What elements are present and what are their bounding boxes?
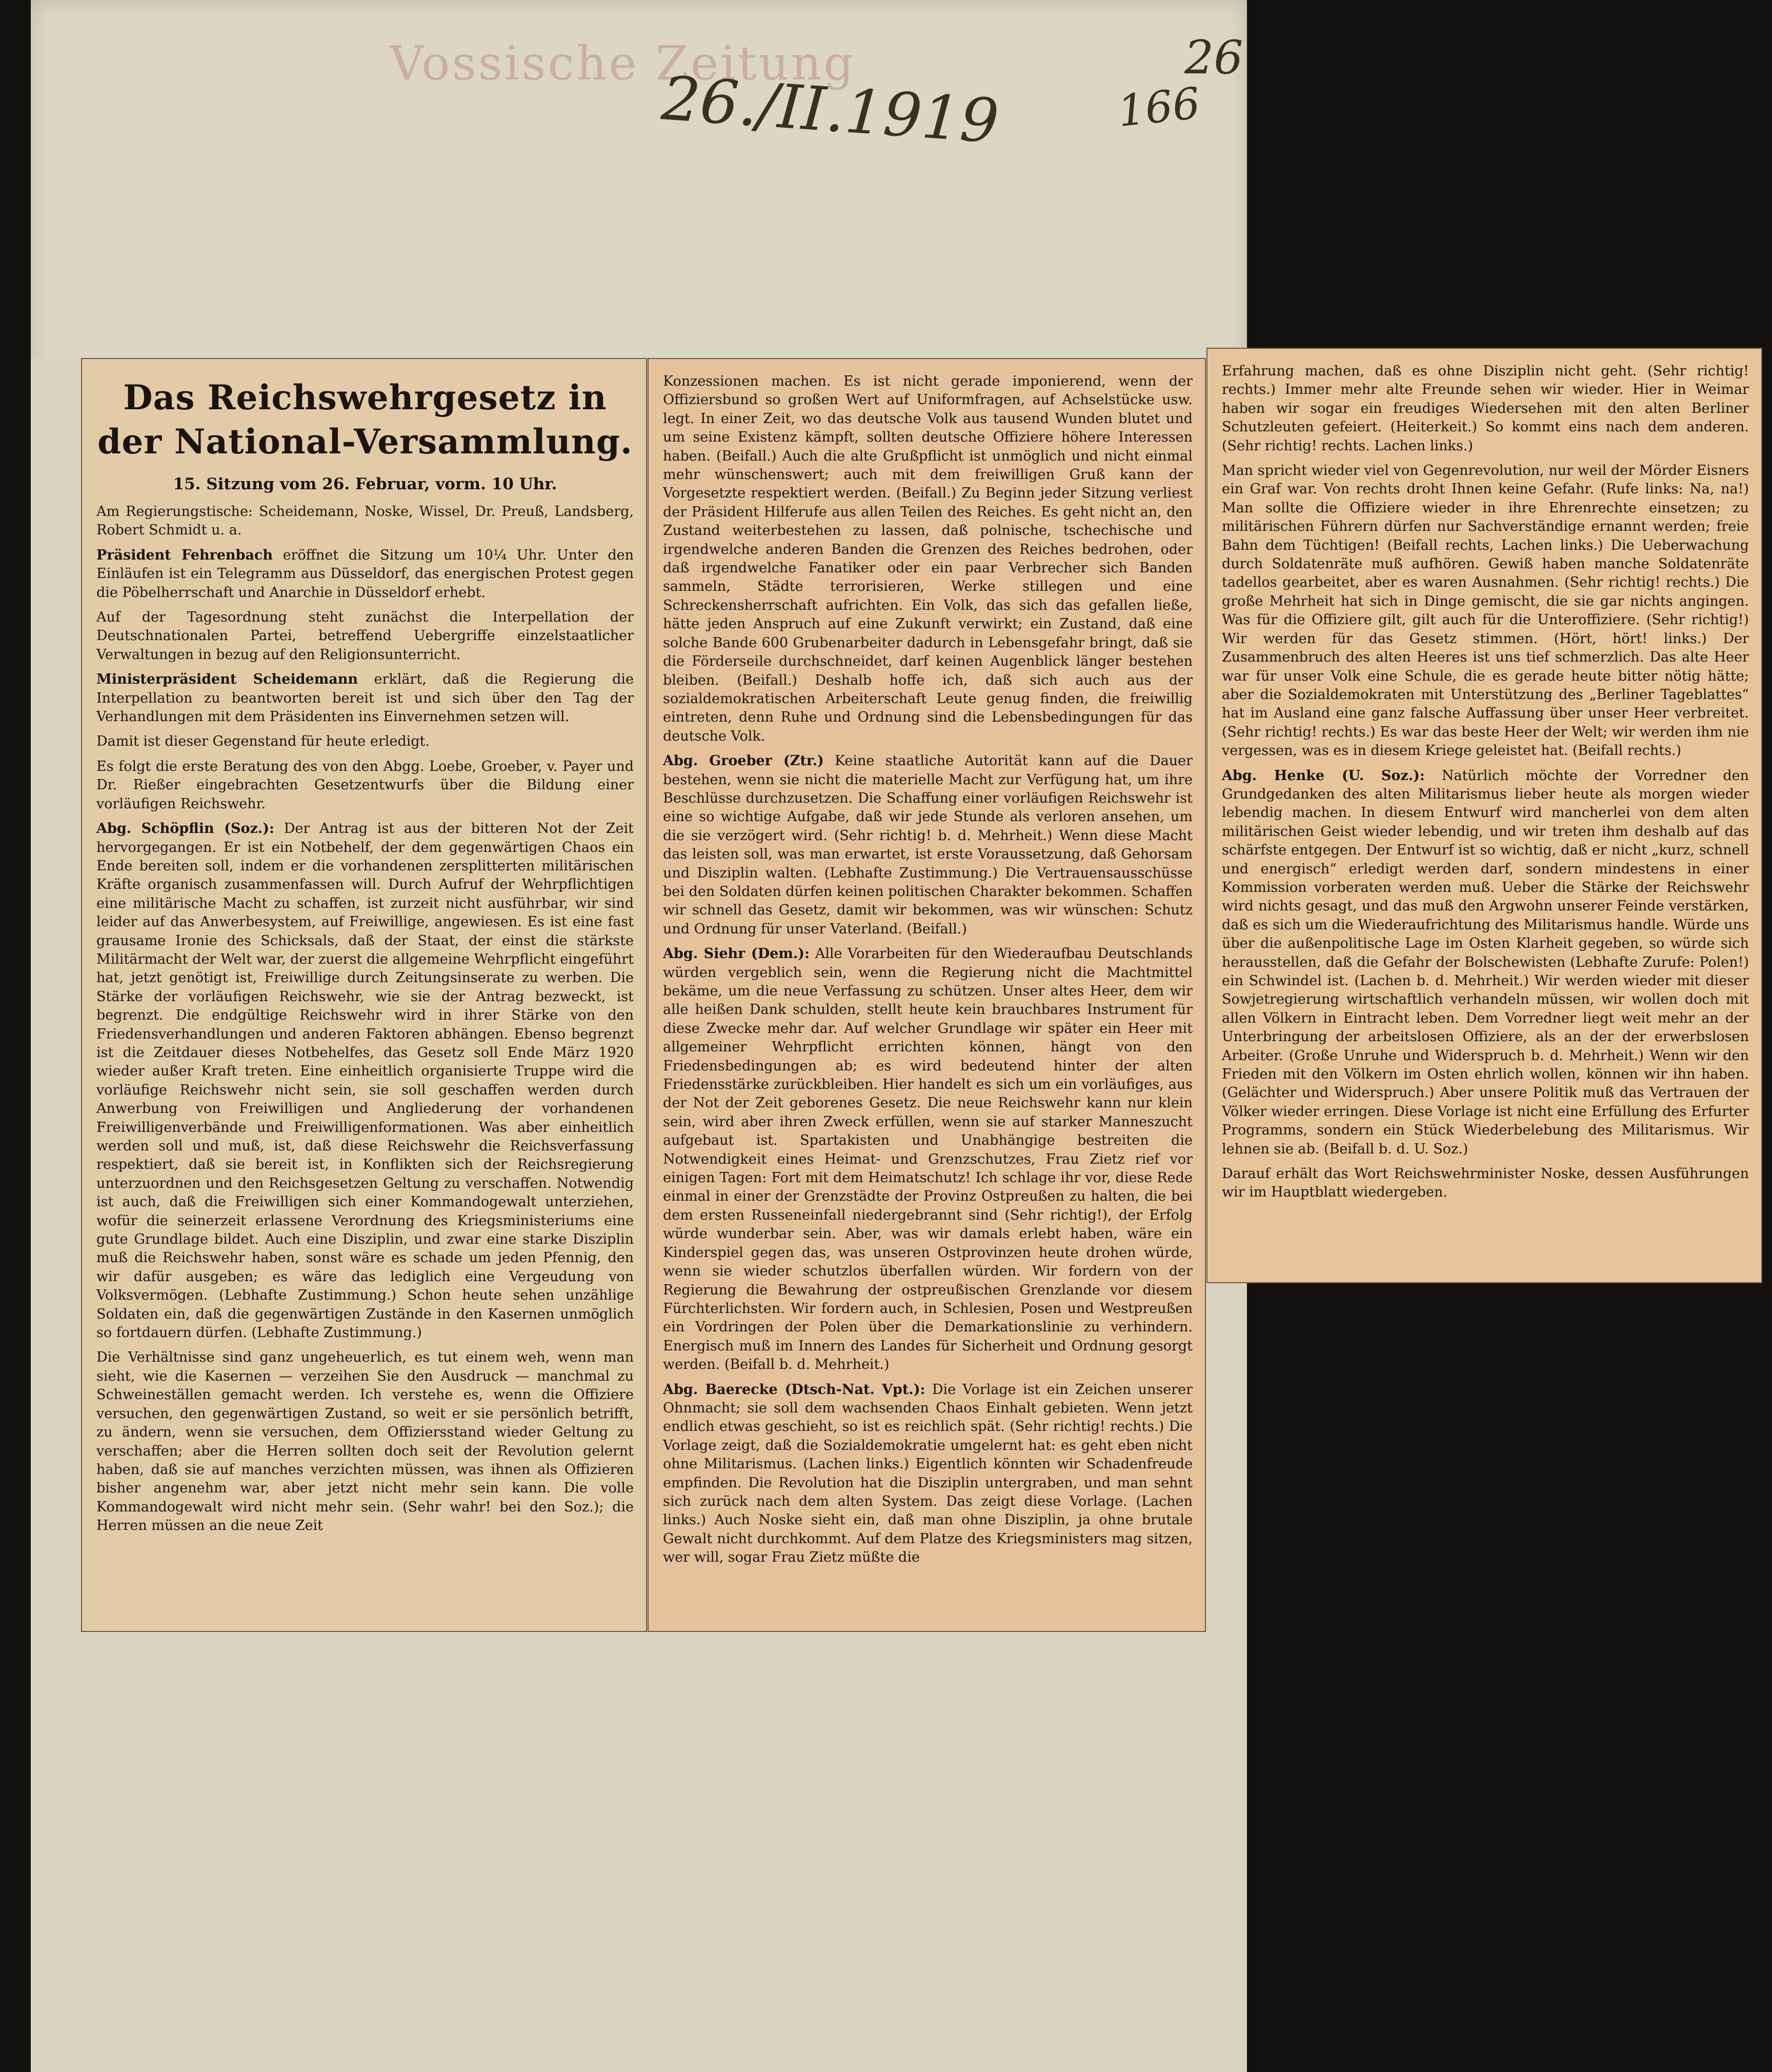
paragraph: Es folgt die erste Beratung des von den Abgg. Loebe, Groeber, v. Payer und Dr. Rießer eingebrachten Gesetzentwurfs über die Bildung einer vorläufigen Reichswehr. xyxy=(96,758,634,812)
session-line: 15. Sitzung vom 26. Februar, vorm. 10 Uhr. xyxy=(173,475,557,493)
article-headline: Das Reichswehrgesetz in der National-Versammlung. xyxy=(97,377,633,462)
column-1-body xyxy=(96,372,634,1621)
paragraph: Die Verhältnisse sind ganz ungeheuerlich, es tut einem weh, wenn man sieht, wie die Kasernen — verzeihen Sie den Ausdruck — manchmal zu Schweineställen gemacht werden. Ich verstehe es, wenn die Offiziere versuchen, den gegenwärtigen Zustand, so weit er sie persönlich betrifft, zu ändern, wenn sie versuchen, dem Offiziersstand wieder Geltung zu verschaffen; aber die Herren sollten doch seit der Revolution gelernt haben, daß sie auf manches verzichten müssen, was ihnen als Offizieren bisher angenehm war, aber jetzt nicht mehr sein kann. Die volle Kommandogewalt wird nicht mehr sein. (Sehr wahr! bei den Soz.); die Herren müssen an die neue Zeit xyxy=(96,1349,634,1534)
handwritten-corner-note: 26 xyxy=(1184,31,1243,85)
clipping-column-3 xyxy=(1207,349,1761,1282)
paragraph: Konzessionen machen. Es ist nicht gerade imponierend, wenn der Offiziersbund so großen Wert auf Uniformfragen, auf Achselstücke usw. legt. In einer Zeit, wo das deutsche Volk aus tausend Wunden blutet und um seine Existenz kämpft, sollten deutsche Offiziere höhere Interessen haben. (Beifall.) Auch die alte Grußpflicht ist unmöglich und nicht einmal mehr wünschenswert; auch mit dem freiwilligen Gruß kann der Vorgesetzte respektiert werden. (Beifall.) Zu Beginn jeder Sitzung verliest der Präsident Hilferufe aus allen Teilen des Reiches. Es geht nicht an, den Zustand weiterbestehen zu lassen, daß polnische, tschechische und irgendwelche anderen Banden die Grenzen des Reiches bedrohen, oder daß irgendwelche Fanatiker oder ein paar Verbrecher sich Banden sammeln, Städte terrorisieren, Werke stillegen und eine Schreckensherrschaft aufrichten. Ein Volk, das sich das gefallen ließe, hätte jeden Anspruch auf eine Zukunft verwirkt; ein Zustand, daß eine solche Bande 600 Grubenarbeiter dadurch in Lebensgefahr bringt, daß sie die Förderseile durchschneidet, darf keinen Augenblick länger bestehen bleiben. (Beifall.) Deshalb hoffe ich, daß sich auch aus der sozialdemokratischen Arbeiterschaft Leute genug finden, die freiwillig eintreten, denn Ruhe und Ordnung sind die Lebensbedingungen für das deutsche Volk. xyxy=(663,373,1193,744)
paragraph: Am Regierungstische: Scheidemann, Noske, Wissel, Dr. Preuß, Landsberg, Robert Schmidt u. a. xyxy=(96,504,634,539)
paragraph: Man spricht wieder viel von Gegenrevolution, nur weil der Mörder Eisners ein Graf war. Von rechts droht Ihnen keine Gefahr. (Rufe links: Na, na!) Man sollte die Offiziere wieder in ihre Ehrenrechte einsetzen; zu militärischen Führern dürfen nur Sachverständige ernannt werden; freie Bahn dem Tüchtigen! (Beifall rechts, Lachen links.) Die Ueberwachung durch Soldatenräte muß aufhören. Gewiß haben manche Soldatenräte tadellos gearbeitet, aber es waren Ausnahmen. (Sehr richtig! rechts.) Die große Mehrheit hat sich in Dinge gemischt, die sie gar nichts angingen. Was für die Offiziere gilt, gilt auch für die Unteroffiziere. (Sehr richtig!) Wir werden für das Gesetz stimmen. (Hört, hört! links.) Der Zusammenbruch des alten Heeres ist uns tief schmerzlich. Das alte Heer war für unser Volk eine Schule, die es gerade heute bitter nötig hätte; aber die Sozialdemokraten mit Unterstützung des „Berliner Tageblattes“ hat im Ausland eine ganz falsche Auffassung über unser Heer verbreitet. (Sehr richtig! rechts.) Es war das beste Heer der Welt; wir werden ihm nie vergessen, was es in diesem Kriege geleistet hat. (Beifall rechts.) xyxy=(1222,463,1749,759)
paragraph: Abg. Schöpflin (Soz.): Der Antrag ist aus der bitteren Not der Zeit hervorgegangen. Er ist ein Notbehelf, der dem gegenwärtigen Chaos ein Ende bereiten soll, indem er die vorhandenen zersplitterten militärischen Kräfte organisch zusammenfassen will. Durch Aufruf der Wehrpflichtigen eine militärische Macht zu schaffen, ist zurzeit nicht ausführbar, wir sind leider auf das Anwerbesystem, auf Freiwillige, angewiesen. Es ist eine fast grausame Ironie des Schicksals, daß der Staat, der einst die stärkste Militärmacht der Welt war, der zuerst die allgemeine Wehrpflicht eingeführt hat, jetzt genötigt ist, Freiwillige durch Zeitungsinserate zu werben. Die Stärke der vorläufigen Reichswehr, wie sie der Antrag bezweckt, ist begrenzt. Die endgültige Reichswehr wird in ihrer Stärke von den Friedensverhandlungen und anderen Faktoren abhängen. Ebenso begrenzt ist die Zeitdauer dieses Notbehelfes, das Gesetz soll Ende März 1920 wieder außer Kraft treten. Eine einheitlich organisierte Truppe wird die vorläufige Reichswehr nicht sein, sie soll geschaffen werden durch Anwerbung von Freiwilligen und Angliederung der vorhandenen Freiwilligenverbände und Freiwilligenformationen. Was aber einheitlich werden soll und muß, ist, daß diese Reichswehr die Reichsverfassung respektiert, daß sie bereit ist, in Konflikten sich der Reichsregierung unterzuordnen und den Reichsgesetzen Geltung zu verschaffen. Notwendig ist auch, daß die Freiwilligen sich einer Kommandogewalt unterziehen, wofür die seinerzeit erlassene Verordnung des Kriegsministeriums eine gute Grundlage bildet. Auch eine Disziplin, und zwar eine starke Disziplin muß die Reichswehr haben, sonst wäre es schade um jeden Pfennig, den wir dafür ausgeben; es wäre das lediglich eine Vergeudung von Volksvermögen. (Lebhafte Zustimmung.) Schon heute sehen unzählige Soldaten ein, daß die gegenwärtigen Zustände in den Kasernen unmöglich so fortdauern dürfen. (Lebhafte Zustimmung.) xyxy=(96,821,634,1341)
column-3-body xyxy=(1222,362,1749,1272)
clipping-column-2 xyxy=(649,359,1205,1631)
paragraph: Darauf erhält das Wort Reichswehrminister Noske, dessen Ausführungen wir im Hauptblatt wiedergeben. xyxy=(1222,1166,1749,1201)
paragraph: Abg. Groeber (Ztr.) Keine staatliche Autorität kann auf die Dauer bestehen, wenn sie nicht die materielle Macht zur Verfügung hat, um ihre Beschlüsse durchzusetzen. Die Schaffung einer vorläufigen Reichswehr ist eine so wichtige Aufgabe, daß wir jede Stunde als verloren ansehen, um die sie verzögert wird. (Sehr richtig! b. d. Mehrheit.) Wenn diese Macht das leisten soll, was man erwartet, ist erste Voraussetzung, daß Gehorsam und Disziplin walten. (Lebhafte Zustimmung.) Die Vertrauensausschüsse bei den Soldaten dürfen keinen politischen Charakter bekommen. Schaffen wir schnell das Gesetz, damit wir bekommen, was wir wünschen: Schutz und Ordnung für unser Vaterland. (Beifall.) xyxy=(663,753,1193,937)
paragraph: Erfahrung machen, daß es ohne Disziplin nicht geht. (Sehr richtig! rechts.) Immer mehr alte Freunde sehen wir wieder. Hier in Weimar haben wir sogar ein freudiges Wiedersehen mit den alten Berliner Schutzleuten gefeiert. (Heiterkeit.) So kommt eins nach dem anderen. (Sehr richtig! rechts. Lachen links.) xyxy=(1222,363,1749,454)
paragraph: Ministerpräsident Scheidemann erklärt, daß die Regierung die Interpellation zu beantworten bereit ist und sich über den Tag der Verhandlungen mit dem Präsidenten ins Einvernehmen setzen will. xyxy=(96,671,634,725)
paragraph: Abg. Henke (U. Soz.): Natürlich möchte der Vorredner den Grundgedanken des alten Militarismus lieber heute als morgen wieder lebendig machen. In diesem Entwurf wird mancherlei von dem alten militärischen Geist wieder lebendig, und wir treten ihm deshalb auf das schärfste entgegen. Der Entwurf ist so wichtig, daß er nicht „kurz, schnell und energisch“ erledigt werden darf, sondern mindestens in einer Kommission vorberaten werden muß. Ueber die Stärke der Reichswehr wird nichts gesagt, und das muß den Argwohn unserer Feinde verstärken, daß es sich um die Wiederaufrichtung des Militarismus handle. Würde uns über die außenpolitische Lage im Osten Klarheit gegeben, so würde sich herausstellen, daß die Gefahr der Bolschewisten (Lebhafte Zurufe: Polen!) ein Schwindel ist. (Lachen b. d. Mehrheit.) Wir werden wieder mit dieser Sowjetregierung wirtschaftlich verhandeln müssen, wir wollen doch mit allen Völkern in Eintracht leben. Dem Vorredner liegt weit mehr an der Unterbringung der arbeitslosen Offiziere, als an der der erwerbslosen Arbeiter. (Große Unruhe und Widerspruch b. d. Mehrheit.) Wenn wir den Frieden mit den Völkern im Osten ehrlich wollen, können wir ihn haben. (Gelächter und Widerspruch.) Aber unsere Politik muß das Vertrauen der Völker wieder erringen. Diese Vorlage ist nicht eine Erfüllung des Erfurter Programms, sondern ein Stück Wiederbelebung des Militarismus. Wir lehnen sie ab. (Beifall b. d. U. Soz.) xyxy=(1222,767,1749,1157)
paragraph: Abg. Baerecke (Dtsch-Nat. Vpt.): Die Vorlage ist ein Zeichen unserer Ohnmacht; sie soll dem wachsenden Chaos Einhalt gebieten. Wenn jetzt endlich etwas geschieht, so ist es reichlich spät. (Sehr richtig! rechts.) Die Vorlage zeigt, daß die Sozialdemokratie umgelernt hat: es geht eben nicht ohne Militarismus. (Lachen links.) Eigentlich könnten wir Schadenfreude empfinden. Die Revolution hat die Disziplin untergraben, und man sehnt sich zurück nach dem alten System. Das zeigt diese Vorlage. (Lachen links.) Auch Noske sieht ein, daß man ohne Disziplin, ja ohne brutale Gewalt nicht durchkommt. Auf dem Platze des Kriegsministers mag sitzen, wer will, sogar Frau Zietz müßte die xyxy=(663,1381,1193,1566)
paragraph: Abg. Siehr (Dem.): Alle Vorarbeiten für den Wiederaufbau Deutschlands würden vergeblich sein, wenn die Regierung nicht die Machtmittel bekäme, um die neue Verfassung zu schützen. Unser altes Heer, dem wir alle heißen Dank schulden, stellt heute kein brauchbares Instrument für diese Zwecke mehr dar. Auf welcher Grundlage wir später ein Heer mit allgemeiner Wehrpflicht errichten können, hängt von den Friedensbedingungen ab; es wird bedeutend hinter der alten Friedensstärke zurückbleiben. Hier handelt es sich um ein vorläufiges, aus der Not der Zeit geborenes Gesetz. Die neue Reichswehr kann nur klein sein, wird aber ihren Zweck erfüllen, wenn sie auf starker Manneszucht aufgebaut ist. Spartakisten und Unabhängige bestreiten die Notwendigkeit eines Heimat- und Grenzschutzes, Frau Zietz rief vor einigen Tagen: Fort mit dem Heimatschutz! Ich schlage ihr vor, diese Rede einmal in einer der Grenzstädte der Provinz Ostpreußen zu halten, die bei dem ersten Russeneinfall niedergebrannt sind (Sehr richtig!), der Erfolg würde wunderbar sein. Aber, was wir damals erlebt haben, wäre ein Kinderspiel gegen das, was unseren Ostprovinzen heute drohen würde, wenn sie wieder schutzlos überfallen würden. Wir fordern von der Regierung die Bewahrung der ostpreußischen Grenzlande vor diesem Fürchterlichsten. Wir fordern auch, in Schlesien, Posen und Westpreußen ein Vordringen der Polen über die Demarkationslinie zu verhindern. Energisch muß im Innern des Landes für Sicherheit und Ordnung gesorgt werden. (Beifall b. d. Mehrheit.) xyxy=(663,946,1193,1373)
clipping-column-1 xyxy=(82,359,646,1631)
paragraph: Auf der Tagesordnung steht zunächst die Interpellation der Deutschnationalen Partei, betreffend Uebergriffe einzelstaatlicher Verwaltungen in bezug auf den Religionsunterricht. xyxy=(96,609,634,663)
handwritten-date: 26./II.1919 xyxy=(659,63,1001,157)
handwritten-page-number: 166 xyxy=(1115,77,1203,137)
paragraph: Präsident Fehrenbach eröffnet die Sitzung um 10¼ Uhr. Unter den Einläufen ist ein Telegramm aus Düsseldorf, das energischen Protest gegen die Pöbelherrschaft und Anarchie in Düsseldorf erhebt. xyxy=(96,547,634,601)
column-2-body xyxy=(663,372,1193,1621)
newspaper-watermark: Vossische Zeitung xyxy=(390,36,856,91)
paragraph: Damit ist dieser Gegenstand für heute erledigt. xyxy=(96,733,430,750)
